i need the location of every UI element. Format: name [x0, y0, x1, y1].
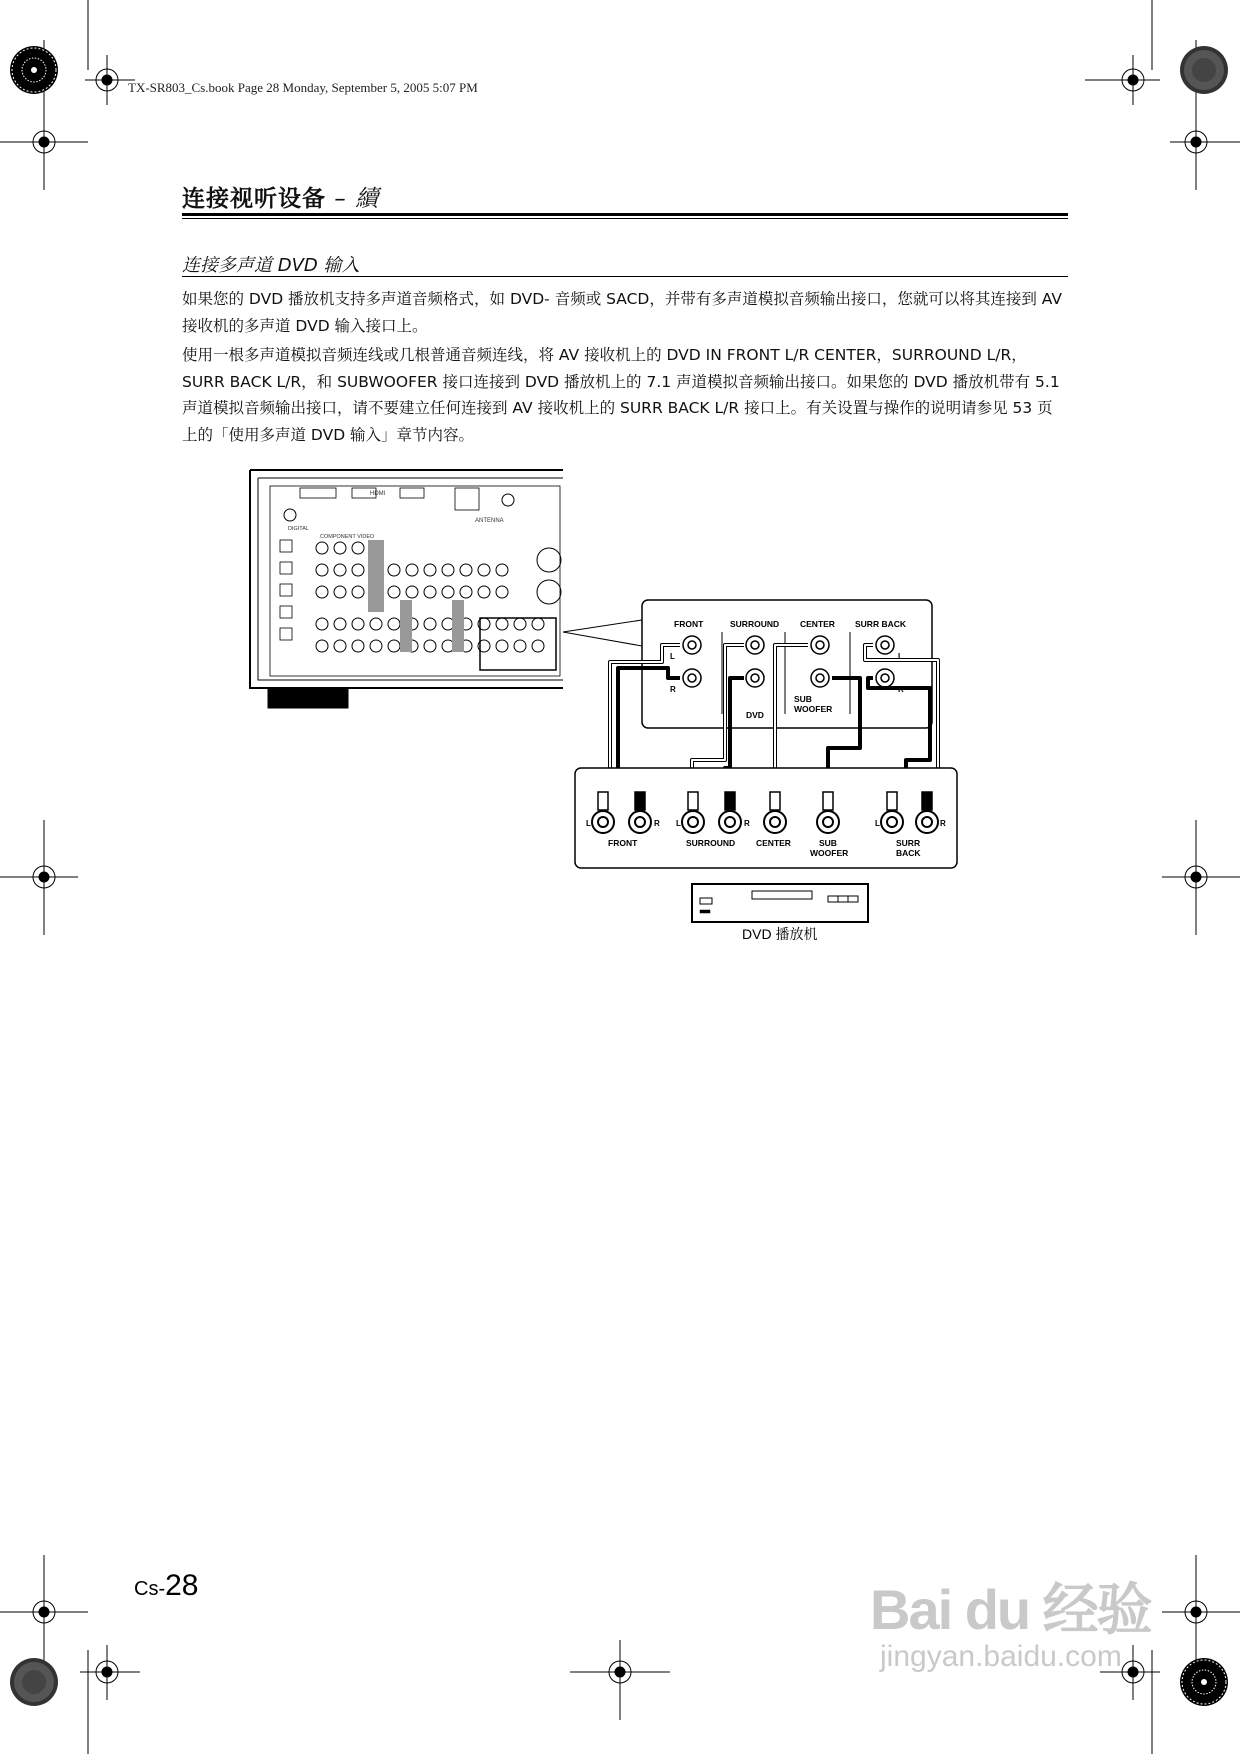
out-surround-label: SURROUND — [686, 838, 736, 848]
dvd-in-surr-back-label: SURR BACK — [855, 619, 906, 629]
out-sub-label: SUB — [819, 838, 837, 848]
dvd-in-sub-label: SUB — [794, 694, 812, 704]
receiver-antenna-label: ANTENNA — [475, 518, 504, 524]
paragraph-1: 如果您的 DVD 播放机支持多声道音频格式，如 DVD- 音频或 SACD，并带有多声道模拟音频输出接口，您就可以将其连接到 AV 接收机的多声道 DVD 输入接口上。 — [182, 290, 1062, 335]
out-front-label: FRONT — [608, 838, 638, 848]
out-surround-l: L — [676, 819, 681, 828]
receiver-digital-label: DIGITAL — [288, 526, 309, 532]
out-woofer-label: WOOFER — [810, 848, 849, 858]
dvd-in-center-label: CENTER — [800, 619, 835, 629]
page-prefix: Cs- — [134, 1578, 166, 1600]
section-title-continued: – 續 — [326, 186, 380, 212]
dvd-in-r-label: R — [670, 685, 676, 694]
dvd-in-back-r-label: R — [898, 685, 904, 694]
baidu-watermark — [870, 1566, 1151, 1674]
section-title-text: 连接视听设备 — [182, 186, 326, 212]
watermark-logo-text: Bai du 经验 — [870, 1578, 1151, 1641]
dvd-in-back-l-label: L — [898, 652, 903, 661]
receiver-component-label: COMPONENT VIDEO — [320, 534, 375, 540]
watermark-url: jingyan.baidu.com — [880, 1640, 1122, 1673]
page-number-value: 28 — [165, 1569, 199, 1602]
out-surr-back-l: L — [875, 819, 880, 828]
receiver-hdmi-label: HDMI — [370, 491, 386, 497]
out-surr-back-r: R — [940, 819, 946, 828]
page-number — [134, 1569, 198, 1603]
dvd-player-label: DVD 播放机 — [742, 926, 818, 942]
out-center-label: CENTER — [756, 838, 791, 848]
out-back-label: BACK — [896, 848, 921, 858]
paragraph-2: 使用一根多声道模拟音频连线或几根普通音频连线，将 AV 接收机上的 DVD IN FRONT L/R CENTER，SURROUND L/R，SURR BACK L/R，和 SUBWOOFER 接口连接到 DVD 播放机上的 7.1 声道模拟音频输出接口。如果您的 DVD 播放机带有 5.1 声道模拟音频输出接口，请不要建立任何连接到 AV 接收机上的 SURR BACK L/R 接口上。有关设置与操作的说明请参见 53 页上的「使用多声道 DVD 输入」章节内容。 — [182, 346, 1060, 444]
dvd-in-front-label: FRONT — [674, 619, 704, 629]
out-surr-label: SURR — [896, 838, 921, 848]
dvd-in-l-label: L — [670, 652, 675, 661]
book-header-line: TX-SR803_Cs.book Page 28 Monday, September 5, 2005 5:07 PM — [128, 80, 478, 95]
out-surround-r: R — [744, 819, 750, 828]
subsection-title: 连接多声道 DVD 输入 — [182, 255, 360, 276]
dvd-player-icon — [692, 884, 868, 922]
dvd-in-dvd-label: DVD — [746, 710, 764, 720]
out-front-r: R — [654, 819, 660, 828]
out-front-l: L — [586, 819, 591, 828]
dvd-in-woofer-label: WOOFER — [794, 704, 833, 714]
av-receiver-rear-panel — [250, 470, 563, 708]
dvd-in-surround-label: SURROUND — [730, 619, 780, 629]
